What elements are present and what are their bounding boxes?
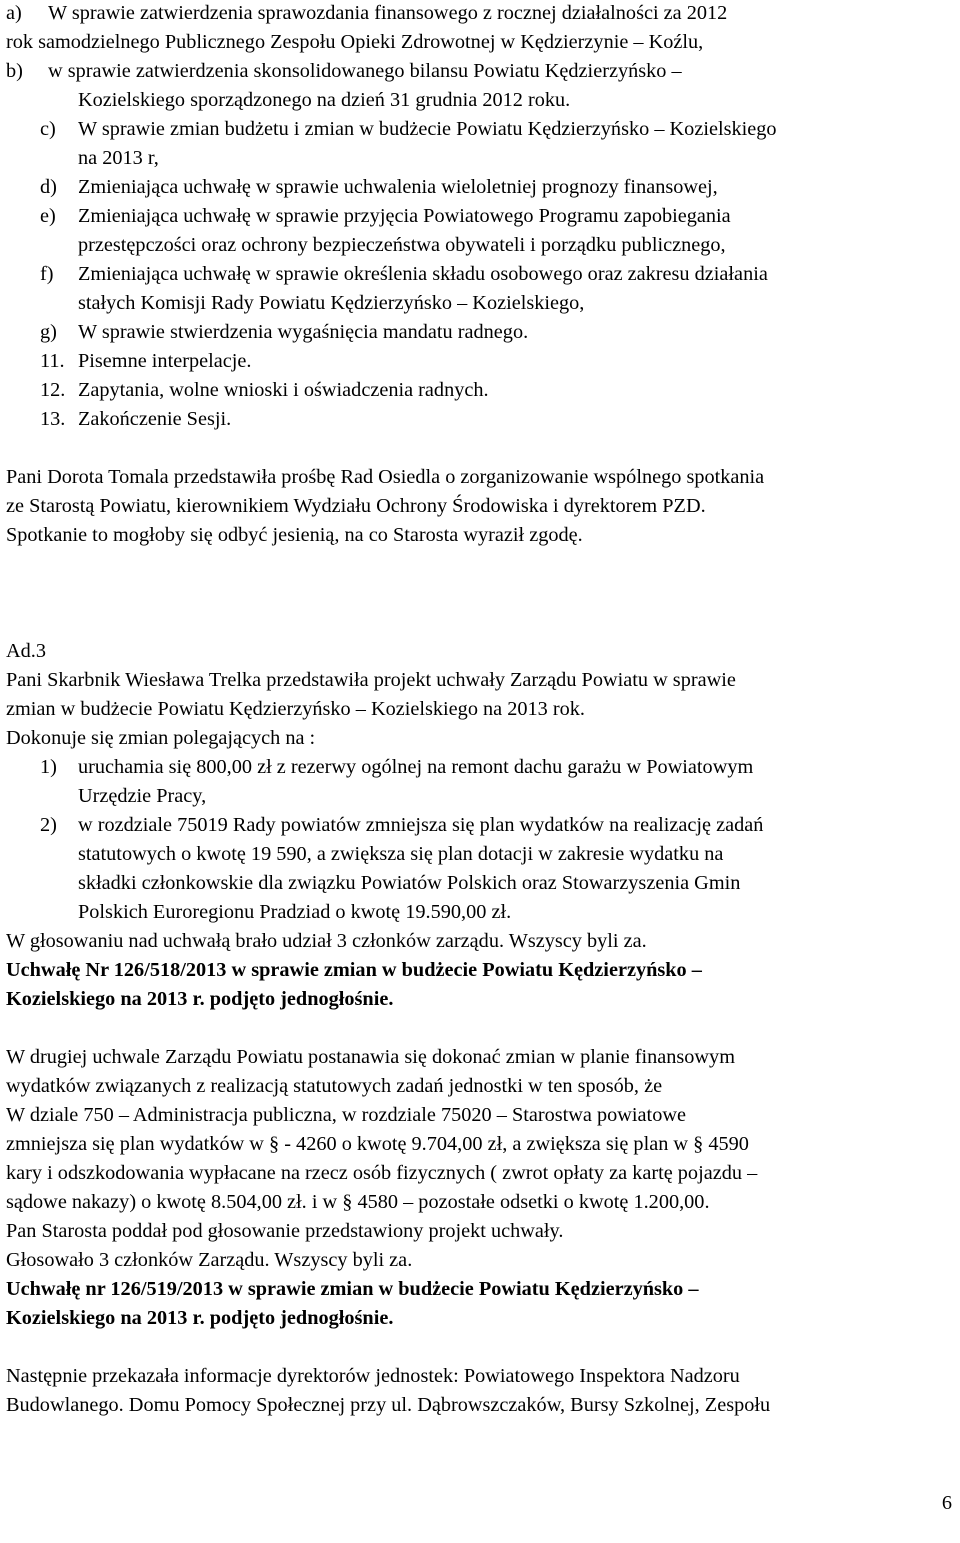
paragraph-line: Głosowało 3 członków Zarządu. Wszyscy byli za. xyxy=(6,1249,413,1271)
list-marker: f) xyxy=(40,263,54,285)
paragraph-line: Pan Starosta poddał pod głosowanie przedstawiony projekt uchwały. xyxy=(6,1220,564,1242)
list-item-text: na 2013 r, xyxy=(78,147,159,169)
paragraph-line: wydatków związanych z realizacją statutowych zadań jednostki w ten sposób, że xyxy=(6,1075,663,1097)
page-number: 6 xyxy=(941,1492,952,1514)
list-item-text: w rozdziale 75019 Rady powiatów zmniejsza się plan wydatków na realizację zadań xyxy=(78,814,764,836)
paragraph-line: W dziale 750 – Administracja publiczna, w rozdziale 75020 – Starostwa powiatowe xyxy=(6,1104,686,1126)
paragraph-line: ze Starostą Powiatu, kierownikiem Wydziału Ochrony Środowiska i dyrektorem PZD. xyxy=(6,495,706,517)
list-marker: c) xyxy=(40,118,56,140)
paragraph-line: Pani Dorota Tomala przedstawiła prośbę Rad Osiedla o zorganizowanie wspólnego spotkania xyxy=(6,466,765,488)
numbered-marker: 13. xyxy=(40,408,66,430)
list-item-text: W sprawie zmian budżetu i zmian w budżecie Powiatu Kędzierzyńsko – Kozielskiego xyxy=(78,118,777,140)
list-item-text: Zmieniająca uchwałę w sprawie uchwalenia wieloletniej prognozy finansowej, xyxy=(78,176,718,198)
list-item-text: uruchamia się 800,00 zł z rezerwy ogólnej na remont dachu garażu w Powiatowym xyxy=(78,756,754,778)
list-item-text: Kozielskiego sporządzonego na dzień 31 grudnia 2012 roku. xyxy=(78,89,571,111)
vote-line: W głosowaniu nad uchwałą brało udział 3 członków zarządu. Wszyscy byli za. xyxy=(6,930,647,952)
list-item-text: Polskich Euroregionu Pradziad o kwotę 19.590,00 zł. xyxy=(78,901,512,923)
paragraph-line: Dokonuje się zmian polegających na : xyxy=(6,727,316,749)
paragraph-line: zmniejsza się plan wydatków w § - 4260 o kwotę 9.704,00 zł, a zwiększa się plan w § 4590 xyxy=(6,1133,749,1155)
list-item-text: Urzędzie Pracy, xyxy=(78,785,207,807)
list-marker: 2) xyxy=(40,814,57,836)
list-marker: d) xyxy=(40,176,57,198)
numbered-marker: 11. xyxy=(40,350,65,372)
list-marker: g) xyxy=(40,321,57,343)
list-marker: b) xyxy=(6,60,23,82)
paragraph-line: W drugiej uchwale Zarządu Powiatu postanawia się dokonać zmian w planie finansowym xyxy=(6,1046,735,1068)
list-item-text: stałych Komisji Rady Powiatu Kędzierzyńsko – Kozielskiego, xyxy=(78,292,585,314)
numbered-item-text: Zakończenie Sesji. xyxy=(78,408,232,430)
list-item-text: składki członkowskie dla związku Powiatów Polskich oraz Stowarzyszenia Gmin xyxy=(78,872,741,894)
paragraph-line: Pani Skarbnik Wiesława Trelka przedstawiła projekt uchwały Zarządu Powiatu w sprawie xyxy=(6,669,736,691)
numbered-item-text: Zapytania, wolne wnioski i oświadczenia radnych. xyxy=(78,379,489,401)
resolution-line: Kozielskiego na 2013 r. podjęto jednogłośnie. xyxy=(6,1307,394,1329)
list-item-text: rok samodzielnego Publicznego Zespołu Opieki Zdrowotnej w Kędzierzynie – Koźlu, xyxy=(6,31,704,53)
numbered-item-text: Pisemne interpelacje. xyxy=(78,350,252,372)
list-item-text: Zmieniająca uchwałę w sprawie określenia składu osobowego oraz zakresu działania xyxy=(78,263,768,285)
paragraph-line: kary i odszkodowania wypłacane na rzecz osób fizycznych ( zwrot opłaty za kartę pojazdu – xyxy=(6,1162,758,1184)
list-item-text: Zmieniająca uchwałę w sprawie przyjęcia Powiatowego Programu zapobiegania xyxy=(78,205,731,227)
resolution-line: Uchwałę nr 126/519/2013 w sprawie zmian w budżecie Powiatu Kędzierzyńsko – xyxy=(6,1278,699,1300)
numbered-marker: 12. xyxy=(40,379,66,401)
paragraph-line: Budowlanego. Domu Pomocy Społecznej przy ul. Dąbrowszczaków, Bursy Szkolnej, Zespołu xyxy=(6,1394,771,1416)
list-item-text: statutowych o kwotę 19 590, a zwiększa się plan dotacji w zakresie wydatku na xyxy=(78,843,724,865)
section-heading: Ad.3 xyxy=(6,640,46,662)
paragraph-line: Następnie przekazała informacje dyrektorów jednostek: Powiatowego Inspektora Nadzoru xyxy=(6,1365,740,1387)
resolution-line: Uchwałę Nr 126/518/2013 w sprawie zmian w budżecie Powiatu Kędzierzyńsko – xyxy=(6,959,702,981)
list-item-text: w sprawie zatwierdzenia skonsolidowanego bilansu Powiatu Kędzierzyńsko – xyxy=(48,60,682,82)
list-item-text: W sprawie stwierdzenia wygaśnięcia mandatu radnego. xyxy=(78,321,529,343)
list-item-text: W sprawie zatwierdzenia sprawozdania finansowego z rocznej działalności za 2012 xyxy=(48,2,728,24)
list-marker: a) xyxy=(6,2,22,24)
paragraph-line: zmian w budżecie Powiatu Kędzierzyńsko – Kozielskiego na 2013 rok. xyxy=(6,698,585,720)
list-marker: e) xyxy=(40,205,56,227)
paragraph-line: sądowe nakazy) o kwotę 8.504,00 zł. i w § 4580 – pozostałe odsetki o kwotę 1.200,00. xyxy=(6,1191,710,1213)
paragraph-line: Spotkanie to mogłoby się odbyć jesienią, na co Starosta wyraził zgodę. xyxy=(6,524,583,546)
resolution-line: Kozielskiego na 2013 r. podjęto jednogłośnie. xyxy=(6,988,394,1010)
list-item-text: przestępczości oraz ochrony bezpieczeństwa obywateli i porządku publicznego, xyxy=(78,234,726,256)
list-marker: 1) xyxy=(40,756,57,778)
